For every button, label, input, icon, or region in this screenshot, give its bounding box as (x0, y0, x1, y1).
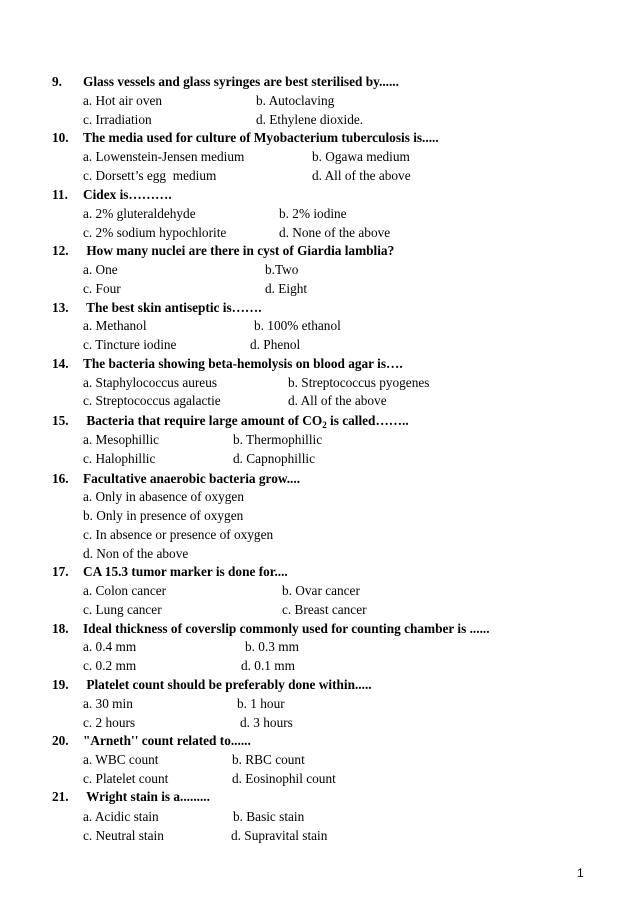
option-b: b. RBC count (232, 752, 305, 767)
question-number: 15. (52, 413, 69, 428)
option-b: b. Ovar cancer (282, 583, 360, 598)
question-number: 19. (52, 677, 69, 692)
option-a: a. Staphylococcus aureus (83, 375, 218, 390)
option-a: a. 2% gluteraldehyde (83, 206, 196, 221)
option-a: a. One (83, 262, 118, 277)
question-text: Facultative anaerobic bacteria grow.... (83, 471, 301, 486)
option-c: c. 2 hours (83, 715, 136, 730)
question-number: 9. (52, 74, 62, 89)
question-number: 13. (52, 300, 69, 315)
option-a: a. Colon cancer (83, 583, 167, 598)
question-text: Ideal thickness of coverslip commonly used for counting chamber is ...... (83, 621, 490, 636)
option-b: b. 2% iodine (279, 206, 347, 221)
option-b: b. 100% ethanol (254, 318, 341, 333)
option-a: a. Methanol (83, 318, 147, 333)
option-d: d. Ethylene dioxide. (256, 112, 364, 127)
option-d: c. Breast cancer (282, 602, 367, 617)
option-d: d. All of the above (288, 393, 387, 408)
option-b: b. 1 hour (237, 696, 285, 711)
option-a: a. Mesophillic (83, 432, 160, 447)
option-d: d. Supravital stain (231, 828, 328, 843)
option-b: b. 0.3 mm (245, 639, 299, 654)
question-number: 11. (52, 187, 68, 202)
option-d: d. 0.1 mm (241, 658, 295, 673)
question-text: The media used for culture of Myobacterium tuberculosis is..... (83, 130, 439, 145)
question-text: Wright stain is a......... (83, 789, 210, 804)
question-number: 10. (52, 130, 69, 145)
question-number: 12. (52, 243, 69, 258)
option-b: b. Basic stain (233, 809, 305, 824)
question-number: 21. (52, 789, 69, 804)
option-a: a. Lowenstein-Jensen medium (83, 149, 245, 164)
option-b: b. Ogawa medium (312, 149, 410, 164)
option-c: c. Platelet count (83, 771, 169, 786)
question-text: The best skin antiseptic is……. (83, 300, 262, 315)
option-b: b. Autoclaving (256, 93, 335, 108)
question-text: Cidex is………. (83, 187, 172, 202)
option-b: b. Thermophillic (233, 432, 323, 447)
option-a: a. WBC count (83, 752, 159, 767)
option-d: d. None of the above (279, 225, 391, 240)
question-number: 18. (52, 621, 69, 636)
option-c: c. Irradiation (83, 112, 152, 127)
question-text (83, 413, 409, 429)
question-text: Platelet count should be preferably done within..... (83, 677, 372, 692)
option-d: d. Phenol (250, 337, 301, 352)
option-a: a. 0.4 mm (83, 639, 137, 654)
option-d: d. 3 hours (240, 715, 293, 730)
option-c: c. Dorsett’s egg medium (83, 168, 217, 183)
option-b: b. Streptococcus pyogenes (288, 375, 430, 390)
option-a: a. Acidic stain (83, 809, 159, 824)
option-c: c. Lung cancer (83, 602, 162, 617)
question-number: 16. (52, 471, 69, 486)
option-c: c. In absence or presence of oxygen (83, 527, 274, 542)
option-c: c. 2% sodium hypochlorite (83, 225, 227, 240)
question-text-pre: Bacteria that require large amount of CO (83, 413, 323, 428)
option-a: a. 30 min (83, 696, 133, 711)
option-a: a. Hot air oven (83, 93, 163, 108)
option-d: d. All of the above (312, 168, 411, 183)
option-d: d. Eosinophil count (232, 771, 336, 786)
question-text: CA 15.3 tumor marker is done for.... (83, 564, 288, 579)
question-number: 20. (52, 733, 69, 748)
option-c: c. Tincture iodine (83, 337, 177, 352)
question-number: 14. (52, 356, 69, 371)
subscript-2: 2 (322, 420, 327, 430)
question-text: The bacteria showing beta-hemolysis on blood agar is…. (83, 356, 403, 371)
question-text-post: is called…….. (326, 413, 409, 428)
option-d: d. Non of the above (83, 546, 189, 561)
page-number: 1 (577, 866, 584, 880)
option-d: d. Eight (265, 281, 308, 296)
option-b: b.Two (265, 262, 299, 277)
option-c: c. Four (83, 281, 121, 296)
option-c: c. Halophillic (83, 451, 156, 466)
question-text: How many nuclei are there in cyst of Giardia lamblia? (83, 243, 395, 258)
question-text: "Arneth'' count related to...... (83, 733, 251, 748)
option-c: c. Neutral stain (83, 828, 164, 843)
option-b: b. Only in presence of oxygen (83, 508, 244, 523)
option-d: d. Capnophillic (233, 451, 315, 466)
option-c: c. 0.2 mm (83, 658, 137, 673)
option-c: c. Streptococcus agalactie (83, 393, 221, 408)
option-a: a. Only in abasence of oxygen (83, 489, 244, 504)
question-number: 17. (52, 564, 69, 579)
question-text: Glass vessels and glass syringes are best sterilised by...... (83, 74, 399, 89)
